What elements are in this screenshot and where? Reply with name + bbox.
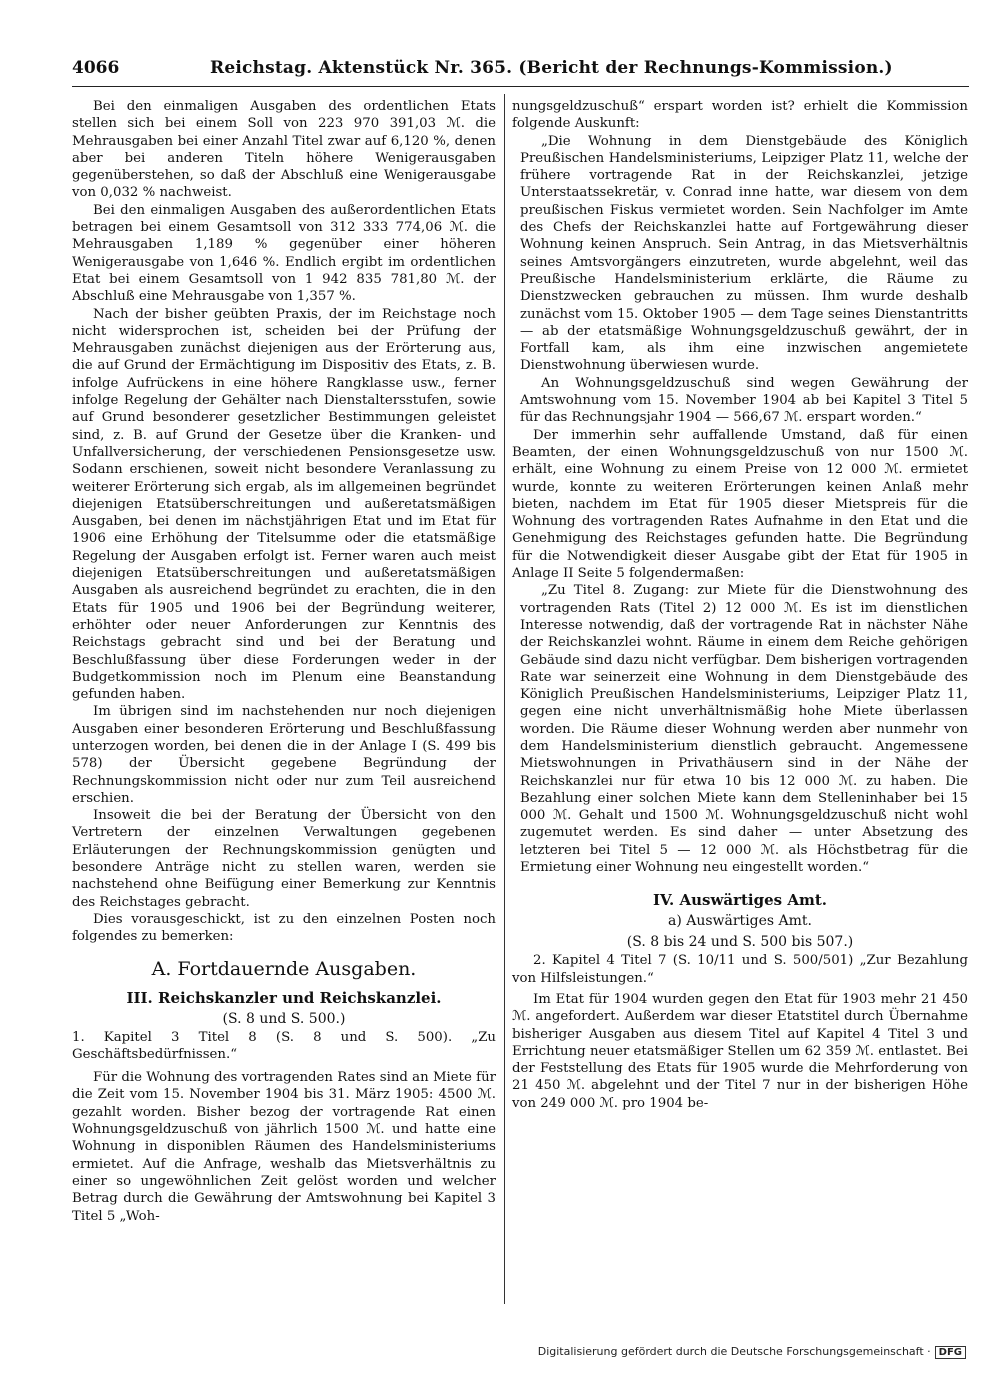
quote-paragraph: „Zu Titel 8. Zugang: zur Miete für die Dienstwohnung des vortragenden Rats (Titel 2) 12 000 ℳ. Es ist im dienstlichen Interesse notwendig, daß der vortragende Rat in nächster Nähe der Reichskanzlei wohnt. Räume in einem dem Reiche gehörigen Gebäude sind dazu nicht verfügbar. Dem bisherigen vortragenden Rate war seinerzeit eine Wohnung in dem Dienstgebäude des Königlich Preußischen Handelsministeriums, Leipziger Platz 11, gegen eine nicht unverhältnismäßig hohe Miete überlassen worden. Die Räume dieser Wohnung werden aber nunmehr von dem Handelsministerium dienstlich gebraucht. Angemessene Mietswohnungen in Privathäusern sind in der Nähe der Reichskanzlei nur für etwa 10 bis 12 000 ℳ. zu haben. Die Bezahlung einer solchen Miete kann dem Stelleninhaber bei 15 000 ℳ. Gehalt und 1500 ℳ. Wohnungsgeldzuschuß nicht wohl zugemutet werden. Es sind daher — unter Absetzung des letzteren bei Titel 5 — 12 000 ℳ. als Höchstbetrag für die Ermietung einer Wohnung neu eingestellt worden.“ [520,583,968,876]
section-heading-iv: IV. Auswärtiges Amt. [653,891,827,910]
section-heading-a: A. Fortdauernde Ausgaben. [151,957,417,980]
section-heading-iii: III. Reichskanzler und Reichskanzlei. [126,988,442,1007]
paragraph: Für die Wohnung des vortragenden Rates sind an Miete für die Zeit vom 15. November 1904 bis 31. März 1905: 4500 ℳ. gezahlt worden. Bisher bezog der vortragende Rat einen Wohnungsgeldzuschuß von jährlich 1500 ℳ. und hatte eine Wohnung in disponiblen Räumen des Handelsministeriums ermietet. Auf die Anfrage, weshalb das Mietsverhältnis zu einer so ungewöhnlichen Zeit gelöst worden und welcher Betrag durch die Gewährung der Amtswohnung bei Kapitel 3 Titel 5 „Woh- [72,1070,496,1224]
section-pages-iii: (S. 8 und S. 500.) [222,1010,346,1027]
paragraph: Bei den einmaligen Ausgaben des außerordentlichen Etats betragen bei einem Gesamtsoll von 312 333 774,06 ℳ. die Mehrausgaben 1,189 % gegenüber einer höheren Wenigerausgabe von 1,646 %. Endlich ergibt im ordentlichen Etat bei einem Gesamtsoll von 1 942 835 781,80 ℳ. der Abschluß eine Mehrausgabe von 1,357 %. [72,202,496,305]
header-rule [72,86,969,87]
credit-text: Digitalisierung gefördert durch die Deutsche Forschungsgemeinschaft · [537,1345,931,1358]
right-column [512,98,968,1112]
page-number: 4066 [72,58,120,78]
paragraph: Im Etat für 1904 wurden gegen den Etat für 1903 mehr 21 450 ℳ. angefordert. Außerdem war dieser Etatstitel durch Übernahme bisheriger Ausgaben aus diesem Titel auf Kapitel 4 Titel 3 und Errichtung neuer etatsmäßiger Stellen um 62 359 ℳ. entlastet. Bei der Feststellung des Etats für 1905 wurde die Mehrforderung von 21 450 ℳ. abgelehnt und der Titel 7 nur in der bisherigen Höhe von 249 000 ℳ. pro 1904 be- [512,991,968,1111]
column-divider [504,94,505,1304]
paragraph: Bei den einmaligen Ausgaben des ordentlichen Etats stellen sich bei einem Soll von 223 970 391,03 ℳ. die Mehrausgaben bei einer Anzahl Titel zwar auf 6,120 %, denen aber bei anderen Titeln höhere Wenigerausgaben gegenüberstehen, so daß der Abschluß eine Wenigerausgabe von 0,032 % nachweist. [72,99,496,201]
digitization-credit [538,1345,966,1359]
paragraph: Dies vorausgeschickt, ist zu den einzelnen Posten noch folgendes zu bemerken: [72,911,496,945]
paragraph: Der immerhin sehr auffallende Umstand, daß für einen Beamten, der einen Wohnungsgeldzuschuß von nur 1500 ℳ. erhält, eine Wohnung zu einem Preise von 12 000 ℳ. ermietet wurde, konnte zu weiteren Erörterungen keinen Anlaß mehr bieten, nachdem im Etat für 1905 dieser Mietspreis für die Wohnung des vortragenden Rates Aufnahme in den Etat und die Genehmigung des Reichstages gefunden hatte. Die Begründung für die Notwendigkeit dieser Ausgabe gibt der Etat für 1905 in Anlage II Seite 5 folgendermaßen: [512,427,968,582]
section-pages-iv: (S. 8 bis 24 und S. 500 bis 507.) [626,934,854,951]
paragraph: Nach der bisher geübten Praxis, der im Reichstage noch nicht widersprochen ist, scheiden bei der Prüfung der Mehrausgaben zunächst diejenigen aus der Erörterung aus, die auf Grund der Ermächtigung im Dispositiv des Etats, z. B. infolge Aufrückens in eine höhere Rangklasse usw., ferner infolge Regelung der Gehälter nach Dienstaltersstufen, sowie auf Grund besonderer gesetzlicher Bestimmungen geleistet sind, z. B. auf Grund der Gesetze über die Kranken- und Unfallversicherung, der verschiedenen Pensionsgesetze usw. Sodann erschienen, soweit nicht besondere Veranlassung zu weiterer Erörterung sich ergab, als im allgemeinen begründet diejenigen Etatsüberschreitungen und außeretatsmäßigen Ausgaben, bei denen im nächstjährigen Etat und im Etat für 1906 eine Erhöhung der Titelsumme oder die etatsmäßige Regelung der Ausgaben erfolgt ist. Ferner waren auch meist diejenigen Etatsüberschreitungen und außeretatsmäßigen Ausgaben als ausreichend begründet zu erachten, die in den Etats für 1905 und 1906 bei der Begründung weiterer, erhöhter oder neuer Anforderungen zur Kenntnis des Reichstags gebracht sind und bei der Beratung und Beschlußfassung über diese Forderungen weder in der Budgetkommission noch im Plenum eine Beanstandung gefunden haben. [72,306,496,703]
dfg-logo: DFG [935,1346,966,1359]
item-heading-1: 1. Kapitel 3 Titel 8 (S. 8 und S. 500). „Zu Geschäftsbedürfnissen.“ [72,1029,496,1062]
quote-paragraph: An Wohnungsgeldzuschuß sind wegen Gewährung der Amtswohnung vom 15. November 1904 ab bei Kapitel 3 Titel 5 für das Rechnungsjahr 1904 — 566,67 ℳ. erspart worden.“ [520,375,968,426]
paragraph: Im übrigen sind im nachstehenden nur noch diejenigen Ausgaben einer besonderen Erörterung und Beschlußfassung unterzogen worden, bei denen die in der Anlage I (S. 499 bis 578) der Übersicht gegebene Begründung der Rechnungskommission nicht oder nur zum Teil ausreichend erschien. [72,704,496,806]
item-heading-2: 2. Kapitel 4 Titel 7 (S. 10/11 und S. 500/501) „Zur Bezahlung von Hilfsleistungen.“ [512,953,968,986]
left-column [72,98,496,1225]
page-header [72,58,968,84]
paragraph: Insoweit die bei der Beratung der Übersicht von den Vertretern der einzelnen Verwaltungen gegebenen Erläuterungen der Rechnungskommission genügten und besondere Anträge nicht zu stellen waren, werden sie nachstehend ohne Beifügung einer Bemerkung zur Kenntnis des Reichstages gebracht. [72,808,496,910]
paragraph: nungsgeldzuschuß“ erspart worden ist? erhielt die Kommission folgende Auskunft: [512,99,968,132]
running-title: Reichstag. Aktenstück Nr. 365. (Bericht der Rechnungs-Kommission.) [210,58,893,78]
section-subheading-iv-a: a) Auswärtiges Amt. [667,913,813,930]
quote-paragraph: „Die Wohnung in dem Dienstgebäude des Königlich Preußischen Handelsministeriums, Leipziger Platz 11, welche der frühere vortragende Rat in der Reichskanzlei, jetzige Unterstaatssekretär, v. Conrad inne hatte, war diesem von dem preußischen Fiskus vermietet worden. Sein Nachfolger im Amte des Chefs der Reichskanzlei hatte auf Fortgewährung dieser Wohnung keinen Anspruch. Sein Antrag, in das Mietsverhältnis seines Amtsvorgängers einzutreten, wurde abgelehnt, weil das Preußische Handelsministerium erklärte, die Räume zu Dienstzwecken gebrauchen zu müssen. Ihm wurde deshalb zunächst vom 15. Oktober 1905 — dem Tage seines Dienstantritts — ab der etatsmäßige Wohnungsgeldzuschuß gewährt, der in Fortfall kam, als ihm eine inzwischen angemietete Dienstwohnung überwiesen wurde. [520,133,968,374]
